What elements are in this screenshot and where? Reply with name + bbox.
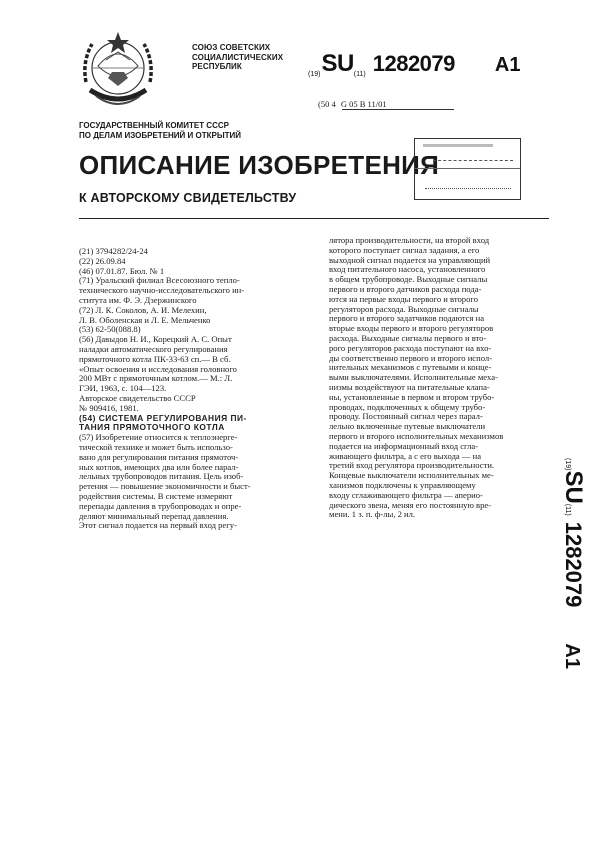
- text-line: (57) Изобретение относится к теплоэнерге-: [79, 432, 238, 443]
- bibliographic-column: [79, 247, 311, 531]
- abstract-column: [329, 236, 547, 520]
- text-line: (72) Л. К. Соколов, А. И. Мелехин,: [79, 304, 207, 315]
- text-line: ГЭИ, 1963, с. 104—123.: [79, 383, 167, 394]
- text-line: лятора производительности, на второй вход: [329, 235, 490, 245]
- text-line: третий вход регулятора производительности.: [329, 460, 495, 471]
- text-line: ститута им. Ф. Э. Дзержинского: [79, 294, 197, 305]
- text-line: низмы воздействуют на питательные клапа-: [329, 381, 490, 392]
- text-line: дического звена, меняя его постоянную вре-: [329, 499, 492, 510]
- text-line: прямоточного котла ПК-33-63 сп.— В сб.: [79, 353, 231, 364]
- invention-title-line: ТАНИЯ ПРЯМОТОЧНОГО КОТЛА: [79, 422, 225, 433]
- org-name: СОЮЗ СОВЕТСКИХ СОЦИАЛИСТИЧЕСКИХ РЕСПУБЛИК: [192, 43, 284, 71]
- text-line: живающего фильтра, а с его выхода — на: [329, 450, 482, 461]
- text-line: деляют минимальный перепад давления.: [79, 510, 229, 521]
- text-line: первого и второго датчиков расхода пода-: [329, 283, 482, 294]
- text-line: тической технике и может быть использо-: [79, 441, 233, 452]
- text-line: Концевые выключатели исполнительных ме-: [329, 470, 494, 481]
- text-line: ды соответственно первого и второго испол-: [329, 352, 493, 363]
- text-line: ются на первые входы первого и второго: [329, 293, 479, 304]
- text-line: 200 МВт с прямоточным котлом.— М.: Л.: [79, 373, 233, 384]
- text-line: вано для регулирования питания прямоточ-: [79, 451, 239, 462]
- text-line: родействия системы. В системе измеряют: [79, 490, 233, 501]
- text-line: (71) Уральский филиал Всесоюзного тепло-: [79, 275, 240, 286]
- text-line: выходной сигнал подается на управляющий: [329, 254, 491, 265]
- committee-name: ГОСУДАРСТВЕННЫЙ КОМИТЕТ СССР ПО ДЕЛАМ ИЗОБРЕТЕНИЙ И ОТКРЫТИЙ: [79, 121, 242, 140]
- text-line: технического научно-исследовательского ин-: [79, 285, 245, 296]
- text-line: проводах, подключенных к общему трубо-: [329, 401, 486, 412]
- text-line: Авторское свидетельство СССР: [79, 392, 196, 403]
- document-title: ОПИСАНИЕ ИЗОБРЕТЕНИЯ: [79, 150, 440, 180]
- text-line: в общем трубопроводе. Выходные сигналы: [329, 274, 488, 285]
- text-line: регуляторов расхода. Выходные сигналы: [329, 303, 479, 314]
- side-publication-number: (19)SU(11)1282079A1: [560, 458, 587, 669]
- text-line: мени. 1 з. п. ф-лы, 2 ил.: [329, 509, 416, 520]
- text-line: наладки автоматического регулирования: [79, 343, 228, 354]
- text-line: (46) 07.01.87. Бюл. № 1: [79, 265, 165, 276]
- publication-number: (19)SU(11) 1282079 A1: [308, 50, 521, 78]
- text-line: рого регуляторов расхода поступают на вхо-: [329, 342, 492, 353]
- text-line: нительных механизмов с путевыми и конце-: [329, 362, 492, 373]
- text-line: (21) 3794282/24-24: [79, 246, 148, 256]
- text-line: (53) 62-50(088.8): [79, 324, 141, 335]
- header-divider: [79, 218, 549, 219]
- text-line: лельно включенные путевые выключатели: [329, 421, 486, 432]
- text-line: (56) Давыдов Н. И., Корецкий А. С. Опыт: [79, 334, 232, 345]
- text-line: (22) 26.09.84: [79, 255, 126, 266]
- library-stamp: [414, 138, 521, 200]
- text-line: перепады давления в трубопроводах и опре-: [79, 500, 242, 511]
- text-line: Л. В. Оболенская и Л. Е. Мельченко: [79, 314, 211, 325]
- text-line: ханизмов подключены к управляющему: [329, 479, 476, 490]
- text-line: которого поступает сигнал задания, а его: [329, 244, 480, 255]
- text-line: проводу. Постоянный сигнал через парал-: [329, 411, 483, 422]
- text-line: выми выключателями. Исполнительные меха-: [329, 372, 498, 383]
- text-line: Этот сигнал подается на первый вход регу-: [79, 520, 237, 531]
- document-subtitle: К АВТОРСКОМУ СВИДЕТЕЛЬСТВУ: [79, 191, 297, 205]
- text-line: подается на информационный вход сгла-: [329, 440, 479, 451]
- text-line: ны, установленные в первом и втором трубо-: [329, 391, 495, 402]
- text-line: ретения — повышение экономичности и быст-: [79, 481, 251, 492]
- invention-title-line: (54) СИСТЕМА РЕГУЛИРОВАНИЯ ПИ-: [79, 412, 247, 423]
- text-line: входу сглаживающего фильтра — апериo-: [329, 489, 483, 500]
- text-line: вход питательного насоса, установленного: [329, 264, 486, 275]
- text-line: первого и второго исполнительных механизмов: [329, 430, 504, 441]
- ipc-classification: (50 4 G 05 B 11/01: [318, 99, 387, 109]
- text-line: ных котлов, имеющих два или более парал-: [79, 461, 239, 472]
- ussr-emblem-icon: [68, 22, 168, 118]
- text-line: расхода. Выходные сигналы первого и вто-: [329, 332, 487, 343]
- text-line: «Опыт освоения и исследования головного: [79, 363, 237, 374]
- text-line: вторые входы первого и второго регуляторов: [329, 323, 494, 334]
- text-line: № 909416, 1981.: [79, 402, 139, 413]
- text-line: лельных трубопроводов питания. Цель изоб-: [79, 471, 244, 482]
- text-line: первого и второго задатчиков подаются на: [329, 313, 485, 324]
